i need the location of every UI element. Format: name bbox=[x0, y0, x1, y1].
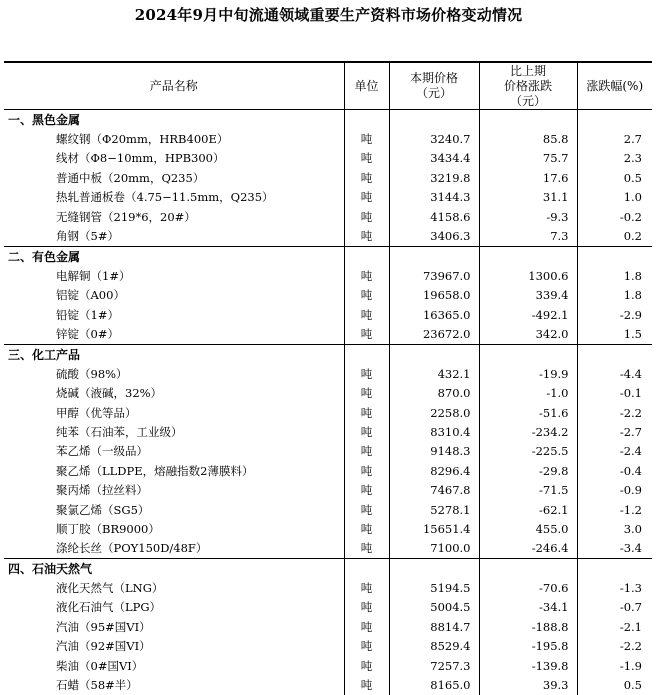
header-change-line3: （元） bbox=[509, 93, 546, 108]
change-cell: 17.6 bbox=[479, 168, 577, 187]
pct-cell: -0.1 bbox=[577, 383, 652, 402]
price-cell: 8165.0 bbox=[389, 675, 479, 694]
header-price-line1: 本期价格 bbox=[409, 71, 458, 85]
price-cell: 4158.6 bbox=[389, 207, 479, 226]
product-name-cell: 烧碱（液碱，32%） bbox=[56, 386, 163, 401]
table-row bbox=[4, 383, 652, 402]
unit-cell: 吨 bbox=[344, 675, 389, 694]
unit-cell: 吨 bbox=[344, 598, 389, 617]
product-name-cell: 聚氯乙烯（SG5） bbox=[56, 502, 150, 517]
change-cell: -51.6 bbox=[479, 403, 577, 422]
category-label: 二、有色金属 bbox=[4, 246, 344, 266]
price-cell: 16365.0 bbox=[389, 305, 479, 324]
price-cell: 19658.0 bbox=[389, 286, 479, 305]
price-cell: 5194.5 bbox=[389, 578, 479, 597]
unit-cell: 吨 bbox=[344, 578, 389, 597]
table-row bbox=[4, 129, 652, 148]
pct-cell: -2.2 bbox=[577, 403, 652, 422]
product-name-cell: 涤纶长丝（POY150D/48F） bbox=[56, 541, 208, 556]
table-row bbox=[4, 266, 652, 285]
empty-cell bbox=[344, 110, 389, 130]
price-cell: 8296.4 bbox=[389, 461, 479, 480]
product-name-cell: 纯苯（石油苯，工业级） bbox=[56, 424, 183, 439]
price-table bbox=[4, 61, 652, 695]
empty-cell bbox=[479, 344, 577, 364]
category-label: 一、黑色金属 bbox=[8, 113, 81, 128]
category-row bbox=[4, 558, 652, 578]
table-row bbox=[4, 578, 652, 597]
change-cell: -19.9 bbox=[479, 364, 577, 383]
unit-cell: 吨 bbox=[344, 324, 389, 344]
unit-cell: 吨 bbox=[344, 286, 389, 305]
table-row bbox=[4, 422, 652, 441]
price-cell: 7100.0 bbox=[389, 539, 479, 559]
price-cell: 7257.3 bbox=[389, 656, 479, 675]
price-cell: 3434.4 bbox=[389, 149, 479, 168]
table-row bbox=[4, 207, 652, 226]
empty-cell bbox=[344, 344, 389, 364]
pct-cell: 2.7 bbox=[577, 129, 652, 148]
unit-cell: 吨 bbox=[344, 500, 389, 519]
pct-cell: -1.2 bbox=[577, 500, 652, 519]
price-cell: 73967.0 bbox=[389, 266, 479, 285]
unit-cell: 吨 bbox=[344, 403, 389, 422]
table-row bbox=[4, 188, 652, 207]
unit-cell: 吨 bbox=[344, 519, 389, 538]
change-cell: 455.0 bbox=[479, 519, 577, 538]
pct-cell: 2.3 bbox=[577, 149, 652, 168]
pct-cell: -2.7 bbox=[577, 422, 652, 441]
price-cell: 8529.4 bbox=[389, 637, 479, 656]
price-cell: 432.1 bbox=[389, 364, 479, 383]
change-cell: -71.5 bbox=[479, 480, 577, 499]
price-cell: 870.0 bbox=[389, 383, 479, 402]
product-name-cell: 无缝钢管（219*6，20#） bbox=[56, 209, 196, 224]
header-price-line2: （元） bbox=[415, 86, 452, 100]
pct-cell: 1.8 bbox=[577, 286, 652, 305]
price-cell: 3144.3 bbox=[389, 188, 479, 207]
unit-cell: 吨 bbox=[344, 226, 389, 246]
table-row bbox=[4, 519, 652, 538]
product-name-cell: 顺丁胶（BR9000） bbox=[56, 521, 160, 536]
price-cell: 3406.3 bbox=[389, 226, 479, 246]
empty-cell bbox=[389, 344, 479, 364]
product-name-cell: 锌锭（0#） bbox=[56, 326, 119, 341]
unit-cell: 吨 bbox=[344, 207, 389, 226]
pct-cell: -1.9 bbox=[577, 656, 652, 675]
change-cell: -70.6 bbox=[479, 578, 577, 597]
product-name-cell: 普通中板（20mm，Q235） bbox=[56, 170, 205, 185]
product-name-cell: 电解铜（1#） bbox=[56, 268, 131, 283]
change-cell: 7.3 bbox=[479, 226, 577, 246]
pct-cell: -2.2 bbox=[577, 637, 652, 656]
header-change-line2: 价格涨跌 bbox=[503, 78, 552, 93]
product-name-cell: 线材（Φ8−10mm，HPB300） bbox=[56, 151, 225, 166]
table-row bbox=[4, 598, 652, 617]
header-name: 产品名称 bbox=[4, 62, 344, 110]
change-cell: -1.0 bbox=[479, 383, 577, 402]
table-row bbox=[4, 286, 652, 305]
price-cell: 15651.4 bbox=[389, 519, 479, 538]
category-label: 四、石油天然气 bbox=[4, 558, 344, 578]
price-cell: 8310.4 bbox=[389, 422, 479, 441]
unit-cell: 吨 bbox=[344, 383, 389, 402]
header-price bbox=[389, 62, 479, 110]
table-row bbox=[4, 461, 652, 480]
empty-cell bbox=[577, 110, 652, 130]
change-cell: -195.8 bbox=[479, 637, 577, 656]
pct-cell: 3.0 bbox=[577, 519, 652, 538]
product-name-cell: 苯乙烯（一级品） bbox=[56, 444, 148, 459]
change-cell: 1300.6 bbox=[479, 266, 577, 285]
product-name-cell: 角钢（5#） bbox=[56, 229, 119, 244]
unit-cell: 吨 bbox=[344, 461, 389, 480]
pct-cell: -0.4 bbox=[577, 461, 652, 480]
pct-cell: -2.4 bbox=[577, 442, 652, 461]
price-cell: 2258.0 bbox=[389, 403, 479, 422]
table-row bbox=[4, 637, 652, 656]
table-row bbox=[4, 324, 652, 344]
unit-cell: 吨 bbox=[344, 539, 389, 559]
unit-cell: 吨 bbox=[344, 637, 389, 656]
category-row bbox=[4, 246, 652, 266]
empty-cell bbox=[344, 558, 389, 578]
product-name-cell: 聚丙烯（拉丝料） bbox=[56, 483, 148, 498]
unit-cell: 吨 bbox=[344, 305, 389, 324]
product-name-cell: 铝锭（A00） bbox=[56, 288, 125, 303]
table-row bbox=[4, 226, 652, 246]
pct-cell: -0.9 bbox=[577, 480, 652, 499]
empty-cell bbox=[479, 110, 577, 130]
product-name-cell: 汽油（92#国VI） bbox=[56, 639, 151, 654]
category-row bbox=[4, 110, 652, 130]
change-cell: -225.5 bbox=[479, 442, 577, 461]
change-cell: -234.2 bbox=[479, 422, 577, 441]
change-cell: -139.8 bbox=[479, 656, 577, 675]
table-row bbox=[4, 500, 652, 519]
pct-cell: -0.2 bbox=[577, 207, 652, 226]
table-body bbox=[4, 110, 652, 695]
change-cell: 342.0 bbox=[479, 324, 577, 344]
table-row bbox=[4, 539, 652, 559]
table-row bbox=[4, 168, 652, 187]
unit-cell: 吨 bbox=[344, 480, 389, 499]
pct-cell: 0.2 bbox=[577, 226, 652, 246]
empty-cell bbox=[479, 246, 577, 266]
product-name-cell: 聚乙烯（LLDPE，熔融指数2薄膜料） bbox=[56, 463, 254, 478]
empty-cell bbox=[577, 558, 652, 578]
change-cell: -62.1 bbox=[479, 500, 577, 519]
unit-cell: 吨 bbox=[344, 442, 389, 461]
empty-cell bbox=[389, 558, 479, 578]
pct-cell: 0.5 bbox=[577, 675, 652, 694]
price-cell: 3240.7 bbox=[389, 129, 479, 148]
table-row bbox=[4, 364, 652, 383]
table-row bbox=[4, 305, 652, 324]
unit-cell: 吨 bbox=[344, 266, 389, 285]
table-row bbox=[4, 617, 652, 636]
product-name-cell: 石蜡（58#半） bbox=[56, 678, 138, 693]
price-cell: 7467.8 bbox=[389, 480, 479, 499]
change-cell: -188.8 bbox=[479, 617, 577, 636]
change-cell: -9.3 bbox=[479, 207, 577, 226]
unit-cell: 吨 bbox=[344, 422, 389, 441]
pct-cell: -4.4 bbox=[577, 364, 652, 383]
header-change bbox=[479, 62, 577, 110]
change-cell: -29.8 bbox=[479, 461, 577, 480]
category-label: 三、化工产品 bbox=[4, 344, 344, 364]
change-cell: 75.7 bbox=[479, 149, 577, 168]
pct-cell: -2.1 bbox=[577, 617, 652, 636]
change-cell: 339.4 bbox=[479, 286, 577, 305]
category-row bbox=[4, 344, 652, 364]
price-cell: 5278.1 bbox=[389, 500, 479, 519]
price-cell: 8814.7 bbox=[389, 617, 479, 636]
pct-cell: -1.3 bbox=[577, 578, 652, 597]
pct-cell: -0.7 bbox=[577, 598, 652, 617]
product-name-cell: 液化石油气（LPG） bbox=[56, 600, 162, 615]
product-name-cell: 汽油（95#国VI） bbox=[56, 619, 151, 634]
price-cell: 9148.3 bbox=[389, 442, 479, 461]
price-cell: 5004.5 bbox=[389, 598, 479, 617]
empty-cell bbox=[389, 110, 479, 130]
pct-cell: 1.0 bbox=[577, 188, 652, 207]
unit-cell: 吨 bbox=[344, 364, 389, 383]
unit-cell: 吨 bbox=[344, 149, 389, 168]
unit-cell: 吨 bbox=[344, 188, 389, 207]
table-row bbox=[4, 480, 652, 499]
unit-cell: 吨 bbox=[344, 656, 389, 675]
price-cell: 23672.0 bbox=[389, 324, 479, 344]
unit-cell: 吨 bbox=[344, 129, 389, 148]
pct-cell: 1.5 bbox=[577, 324, 652, 344]
table-row bbox=[4, 403, 652, 422]
pct-cell: 0.5 bbox=[577, 168, 652, 187]
header-unit: 单位 bbox=[344, 62, 389, 110]
empty-cell bbox=[577, 246, 652, 266]
product-name-cell: 甲醇（优等品） bbox=[56, 405, 137, 420]
pct-cell: -2.9 bbox=[577, 305, 652, 324]
product-name-cell: 硫酸（98%） bbox=[56, 366, 128, 381]
table-row bbox=[4, 675, 652, 694]
change-cell: 39.3 bbox=[479, 675, 577, 694]
change-cell: -246.4 bbox=[479, 539, 577, 559]
product-name-cell: 热轧普通板卷（4.75−11.5mm，Q235） bbox=[56, 190, 274, 205]
product-name-cell: 液化天然气（LNG） bbox=[56, 581, 164, 596]
empty-cell bbox=[389, 246, 479, 266]
empty-cell bbox=[344, 246, 389, 266]
table-header bbox=[4, 62, 652, 110]
change-cell: 31.1 bbox=[479, 188, 577, 207]
table-row bbox=[4, 149, 652, 168]
header-pct: 涨跌幅(%) bbox=[577, 62, 652, 110]
header-change-line1: 比上期 bbox=[509, 63, 546, 78]
pct-cell: 1.8 bbox=[577, 266, 652, 285]
price-cell: 3219.8 bbox=[389, 168, 479, 187]
page-title: 2024年9月中旬流通领域重要生产资料市场价格变动情况 bbox=[134, 6, 523, 24]
table-row bbox=[4, 656, 652, 675]
product-name-cell: 柴油（0#国VI） bbox=[56, 658, 144, 673]
unit-cell: 吨 bbox=[344, 617, 389, 636]
table-row bbox=[4, 442, 652, 461]
empty-cell bbox=[577, 344, 652, 364]
change-cell: -34.1 bbox=[479, 598, 577, 617]
product-name-cell: 螺纹钢（Φ20mm，HRB400E） bbox=[56, 132, 229, 147]
pct-cell: -3.4 bbox=[577, 539, 652, 559]
change-cell: -492.1 bbox=[479, 305, 577, 324]
change-cell: 85.8 bbox=[479, 129, 577, 148]
empty-cell bbox=[479, 558, 577, 578]
unit-cell: 吨 bbox=[344, 168, 389, 187]
product-name-cell: 铅锭（1#） bbox=[56, 307, 119, 322]
